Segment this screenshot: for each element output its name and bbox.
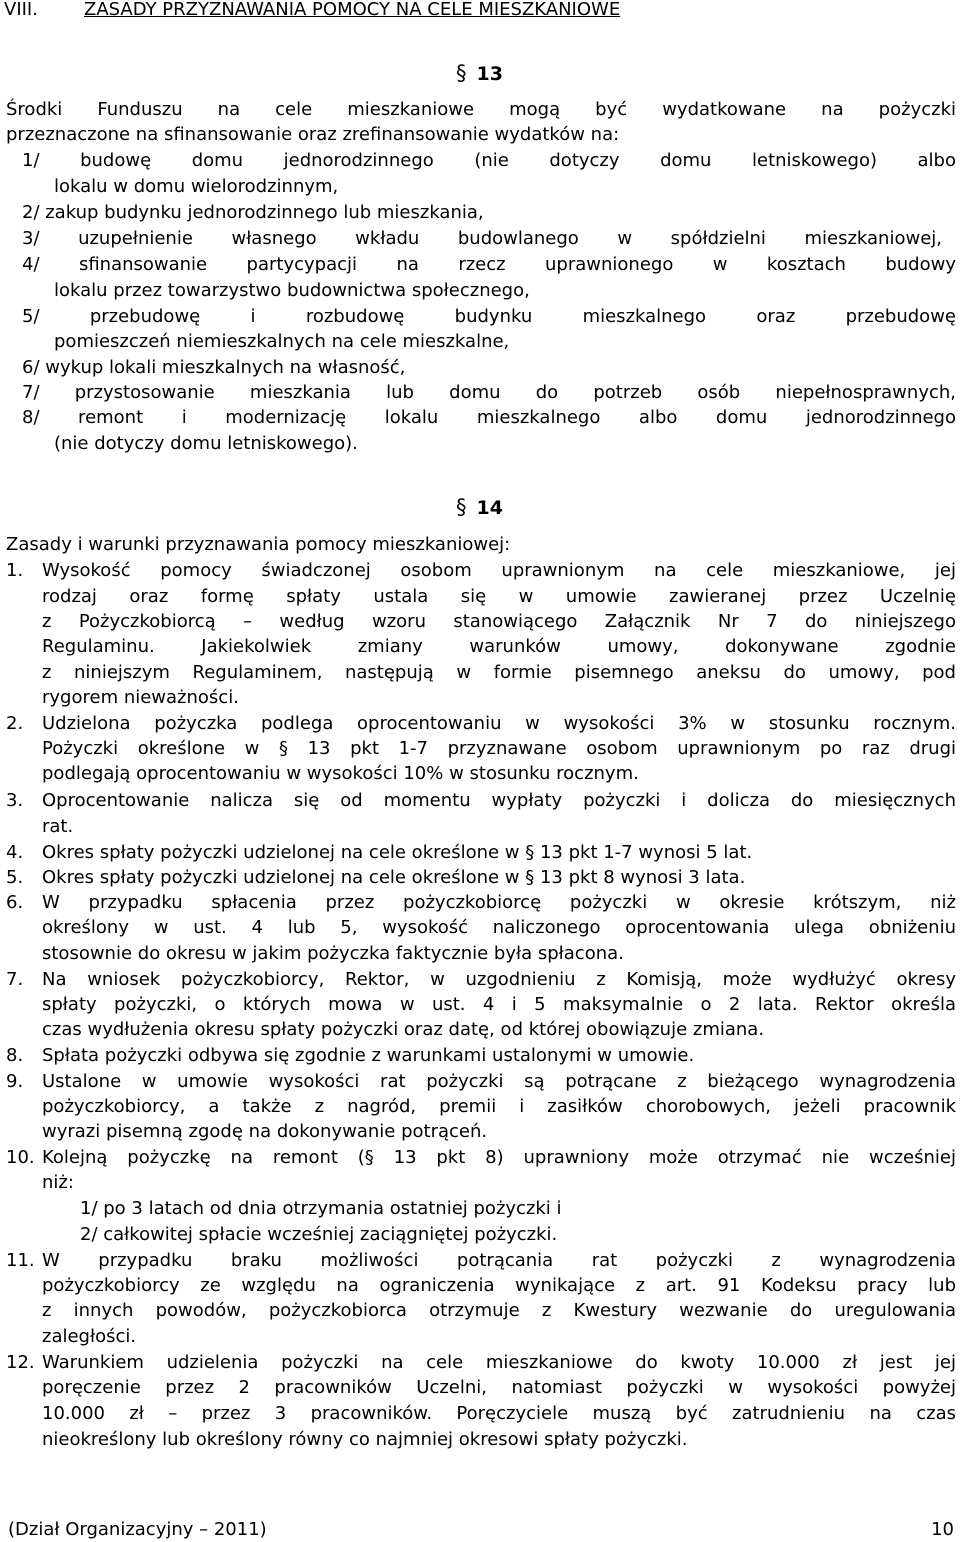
p14-item-10-line-1: Kolejną pożyczkę na remont (§ 13 pkt 8) uprawniony może otrzymać nie wcześniej (42, 1147, 956, 1168)
p13-item-7: 7/ przystosowanie mieszkania lub domu do potrzeb osób niepełnosprawnych, (22, 382, 956, 403)
p14-item-11-line-1: W przypadku braku możliwości potrącania rat pożyczki z wynagrodzenia (42, 1250, 956, 1271)
p14-item-7-line-3: czas wydłużenia okresu spłaty pożyczki oraz datę, od której obowiązuje zmiana. (42, 1019, 765, 1040)
p14-intro: Zasady i warunki przyznawania pomocy mieszkaniowej: (6, 534, 511, 555)
p14-item-12-line-1: Warunkiem udzielenia pożyczki na cele mieszkaniowe do kwoty 10.000 zł jest jej (42, 1352, 956, 1373)
paragraph-13-heading (456, 61, 503, 86)
p14-item-3-line-2: rat. (42, 816, 74, 837)
p13-item-5-cont: pomieszczeń niemieszkalnych na cele mieszkalne, (54, 331, 510, 352)
p14-item-10-line-2: niż: (42, 1172, 74, 1193)
p14-item-1-line-1: Wysokość pomocy świadczonej osobom uprawnionym na cele mieszkaniowe, jej (42, 560, 956, 581)
p13-item-2: 2/ zakup budynku jednorodzinnego lub mieszkania, (22, 202, 484, 223)
p14-item-12-line-3: 10.000 zł – przez 3 pracowników. Poręczyciele muszą być zatrudnieniu na czas (42, 1403, 956, 1424)
p14-item-2-line-3: podlegają oprocentowaniu w wysokości 10% w stosunku rocznym. (42, 763, 639, 784)
p14-item-11-line-2: pożyczkobiorcy ze względu na ograniczenia wynikające z art. 91 Kodeksu pracy lub (42, 1275, 956, 1296)
p13-intro-line-1: Środki Funduszu na cele mieszkaniowe mogą być wydatkowane na pożyczki (6, 99, 956, 120)
p14-num-12: 12. (6, 1352, 35, 1373)
p14-item-9-line-1: Ustalone w umowie wysokości rat pożyczki są potrącane z bieżącego wynagrodzenia (42, 1071, 956, 1092)
p14-item-7-line-2: spłaty pożyczki, o których mowa w ust. 4 i 5 maksymalnie o 2 lata. Rektor określa (42, 994, 956, 1015)
p14-item-6-line-1: W przypadku spłacenia przez pożyczkobiorcę pożyczki w okresie krótszym, niż (42, 892, 956, 913)
p14-item-9-line-2: pożyczkobiorcy, a także z nagród, premii i zasiłków chorobowych, jeżeli pracownik (42, 1096, 956, 1117)
paragraph-14-heading (456, 495, 503, 520)
p14-item-6-line-2: określony w ust. 4 lub 5, wysokość naliczonego oprocentowania ulega obniżeniu (42, 917, 956, 938)
paragraph-number: 13 (476, 63, 503, 85)
p14-item-3-line-1: Oprocentowanie nalicza się od momentu wypłaty pożyczki i dolicza do miesięcznych (42, 790, 956, 811)
p13-item-1: 1/ budowę domu jednorodzinnego (nie dotyczy domu letniskowego) albo (22, 150, 956, 171)
p14-num-2: 2. (6, 713, 24, 734)
section-title: ZASADY PRZYZNAWANIA POMOCY NA CELE MIESZKANIOWE (84, 0, 621, 20)
p14-item-4: Okres spłaty pożyczki udzielonej na cele określone w § 13 pkt 1-7 wynosi 5 lat. (42, 842, 753, 863)
p14-item-7-line-1: Na wniosek pożyczkobiorcy, Rektor, w uzgodnieniu z Komisją, może wydłużyć okresy (42, 969, 956, 990)
p14-item-1-line-6: rygorem nieważności. (42, 687, 239, 708)
p14-num-3: 3. (6, 790, 24, 811)
p14-item-10-sub-2: 2/ całkowitej spłacie wcześniej zaciągniętej pożyczki. (80, 1224, 558, 1245)
p14-num-5: 5. (6, 867, 24, 888)
page-number: 10 (931, 1519, 954, 1540)
footer-department: (Dział Organizacyjny – 2011) (8, 1519, 267, 1540)
p14-num-10: 10. (6, 1147, 35, 1168)
p14-item-9-line-3: wyrazi pisemną zgodę na dokonywanie potrąceń. (42, 1121, 488, 1142)
p14-item-1-line-4: Regulaminu. Jakiekolwiek zmiany warunków umowy, dokonywane zgodnie (42, 636, 956, 657)
p13-item-8: 8/ remont i modernizację lokalu mieszkalnego albo domu jednorodzinnego (22, 407, 956, 428)
p14-item-12-line-4: nieokreślony lub określony równy co najmniej okresowi spłaty pożyczki. (42, 1429, 688, 1450)
p14-num-9: 9. (6, 1071, 24, 1092)
p13-item-6: 6/ wykup lokali mieszkalnych na własność, (22, 357, 406, 378)
p14-item-11-line-3: z innych powodów, pożyczkobiorca otrzymuje z Kwestury wezwanie do uregulowania (42, 1300, 956, 1321)
section-sign-icon: § (456, 495, 467, 519)
p14-num-1: 1. (6, 560, 24, 581)
section-number: VIII. (4, 0, 38, 20)
p13-item-5: 5/ przebudowę i rozbudowę budynku mieszkalnego oraz przebudowę (22, 306, 956, 327)
p14-item-8: Spłata pożyczki odbywa się zgodnie z warunkami ustalonymi w umowie. (42, 1045, 695, 1066)
p14-num-6: 6. (6, 892, 24, 913)
p13-intro-line-2: przeznaczone na sfinansowanie oraz zrefinansowanie wydatków na: (6, 124, 620, 145)
p14-item-11-line-4: zaległości. (42, 1326, 137, 1347)
p13-item-8-cont: (nie dotyczy domu letniskowego). (54, 433, 358, 454)
p14-item-6-line-3: stosownie do okresu w jakim pożyczka faktycznie była spłacona. (42, 943, 624, 964)
p14-item-5: Okres spłaty pożyczki udzielonej na cele określone w § 13 pkt 8 wynosi 3 lata. (42, 867, 746, 888)
p14-item-10-sub-1: 1/ po 3 latach od dnia otrzymania ostatniej pożyczki i (80, 1198, 562, 1219)
p14-item-2-line-1: Udzielona pożyczka podlega oprocentowaniu w wysokości 3% w stosunku rocznym. (42, 713, 956, 734)
paragraph-number: 14 (476, 497, 503, 519)
p13-item-4-cont: lokalu przez towarzystwo budownictwa społecznego, (54, 280, 530, 301)
p14-num-7: 7. (6, 969, 24, 990)
p13-item-3: 3/ uzupełnienie własnego wkładu budowlanego w spółdzielni mieszkaniowej, (22, 228, 942, 249)
p14-num-11: 11. (6, 1250, 35, 1271)
p14-item-1-line-3: z Pożyczkobiorcą – według wzoru stanowiącego Załącznik Nr 7 do niniejszego (42, 611, 956, 632)
p14-item-2-line-2: Pożyczki określone w § 13 pkt 1-7 przyznawane osobom uprawnionym po raz drugi (42, 738, 956, 759)
section-sign-icon: § (456, 61, 467, 85)
p14-item-1-line-5: z niniejszym Regulaminem, następują w formie pisemnego aneksu do umowy, pod (42, 662, 956, 683)
p14-num-8: 8. (6, 1045, 24, 1066)
p14-item-12-line-2: poręczenie przez 2 pracowników Uczelni, natomiast pożyczki w wysokości powyżej (42, 1377, 956, 1398)
section-heading (4, 0, 620, 22)
p13-item-4: 4/ sfinansowanie partycypacji na rzecz uprawnionego w kosztach budowy (22, 254, 956, 275)
p14-num-4: 4. (6, 842, 24, 863)
p13-item-1-cont: lokalu w domu wielorodzinnym, (54, 176, 339, 197)
p14-item-1-line-2: rodzaj oraz formę spłaty ustala się w umowie zawieranej przez Uczelnię (42, 586, 956, 607)
